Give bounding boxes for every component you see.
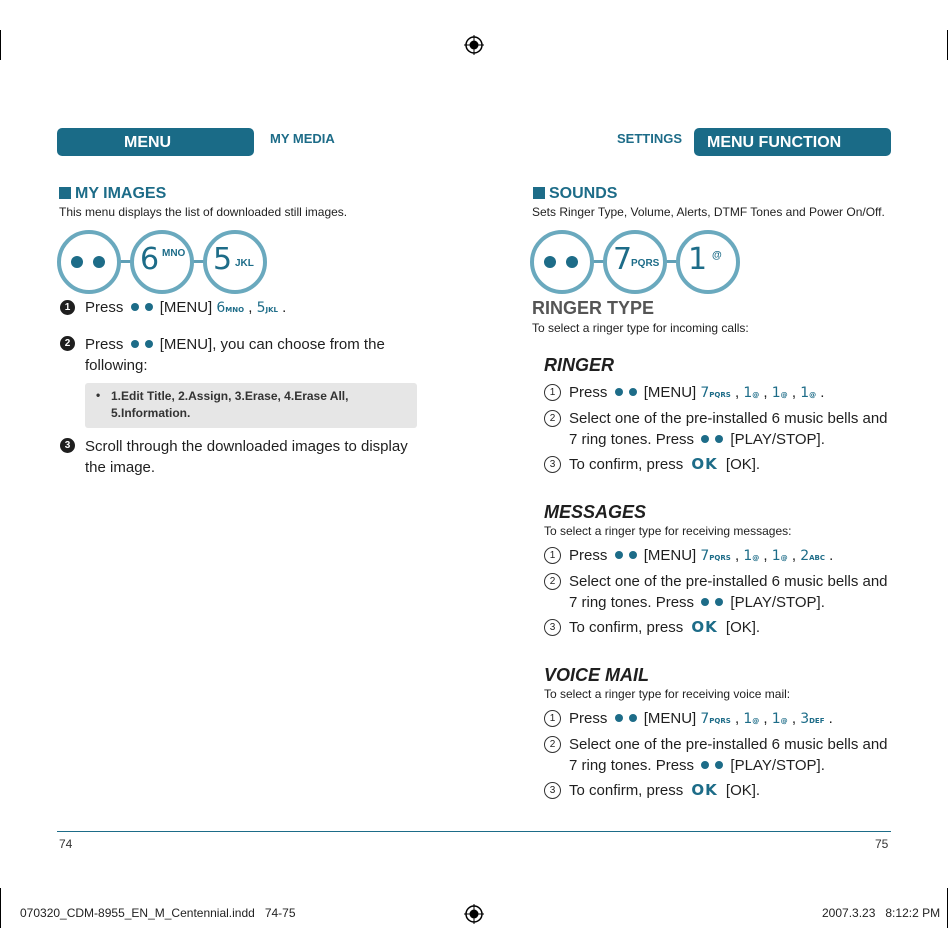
step-3: Scroll through the downloaded images to display the image. (85, 438, 408, 476)
step-1: Press [MENU] 6MNO , 5JKL . (85, 299, 287, 316)
options-box (85, 383, 417, 428)
step-1: Press [MENU] 7PQRS , 1@ , 1@ , 2ABC . (569, 547, 834, 564)
key-7-icon: 7PQRS (700, 385, 731, 401)
square-bullet-icon (533, 187, 545, 199)
page-number-left: 74 (59, 837, 73, 851)
key-1-icon: 1@ (771, 711, 788, 727)
section-description: Sets Ringer Type, Volume, Alerts, DTMF Tones and Power On/Off. (532, 205, 885, 219)
group-title: RINGER (544, 355, 615, 375)
options-line: 5.Information. (111, 406, 191, 420)
step-number: 2 (60, 336, 75, 351)
step-number: 3 (544, 456, 561, 473)
subsection-title: RINGER TYPE (532, 298, 655, 318)
group-description: To select a ringer type for receiving messages: (544, 524, 792, 538)
section-description: This menu displays the list of downloaded still images. (59, 205, 348, 219)
bullet-icon: • (96, 388, 101, 402)
crop-mark (947, 888, 948, 928)
header-bar-label: MENU FUNCTION (124, 134, 207, 180)
key-1-icon: 1@ (771, 548, 788, 564)
crop-mark (0, 30, 1, 60)
key-1-icon: 1@ (800, 385, 817, 401)
menu-key-icon (612, 384, 640, 401)
menu-key-icon (698, 757, 726, 774)
header-bar (57, 128, 254, 180)
options-line: 1.Edit Title, 2.Assign, 3.Erase, 4.Erase All, (111, 389, 349, 403)
step-number: 1 (60, 300, 75, 315)
menu-key-icon (530, 230, 594, 294)
crop-mark (0, 888, 1, 928)
menu-key-icon (128, 299, 156, 316)
section-title: MY IMAGES (59, 185, 166, 203)
key-6-icon: 6MNO (216, 300, 245, 316)
step-number: 2 (544, 410, 561, 427)
print-slug-file: 070320_CDM-8955_EN_M_Centennial.indd 74-75 (20, 906, 296, 920)
step-3: To confirm, press OK [OK]. (569, 455, 761, 473)
menu-key-icon (128, 336, 156, 353)
step-3: To confirm, press OK [OK]. (569, 781, 761, 799)
menu-key-icon (698, 431, 726, 448)
step-3: To confirm, press OK [OK]. (569, 618, 761, 636)
step-number: 3 (60, 438, 75, 453)
footer-rule (57, 831, 891, 832)
key-7-icon: 7PQRS (700, 711, 731, 727)
ok-key-icon: OK (691, 618, 718, 636)
key-2-icon: 2ABC (800, 548, 825, 564)
step-number: 1 (544, 384, 561, 401)
step-2: Select one of the pre-installed 6 music bells and 7 ring tones. Press [PLAY/STOP]. (569, 573, 888, 611)
key-sequence (57, 230, 269, 294)
print-slug-date: 2007.3.23 8:12:2 PM (822, 906, 941, 920)
step-2: Select one of the pre-installed 6 music bells and 7 ring tones. Press [PLAY/STOP]. (569, 410, 888, 448)
key-7-icon: 7 PQRS (603, 230, 667, 294)
header-section-link[interactable]: SETTINGS (617, 131, 683, 146)
key-5-icon: 5JKL (256, 300, 278, 316)
registration-mark-icon (464, 904, 484, 924)
ok-key-icon: OK (691, 455, 718, 473)
key-1-icon: 1@ (771, 385, 788, 401)
key-1-icon: 1 @ (676, 230, 740, 294)
step-2: Press [MENU], you can choose from the following: (85, 336, 385, 374)
step-number: 2 (544, 573, 561, 590)
crop-mark (947, 30, 948, 60)
header-bar (694, 128, 891, 156)
step-number: 2 (544, 736, 561, 753)
key-5-icon: 5 JKL (203, 230, 267, 294)
menu-key-icon (57, 230, 121, 294)
menu-key-icon (612, 710, 640, 727)
step-number: 3 (544, 782, 561, 799)
group-description: To select a ringer type for receiving voice mail: (544, 687, 791, 701)
section-title: SOUNDS (533, 185, 617, 203)
step-number: 3 (544, 619, 561, 636)
header-section-link[interactable]: MY MEDIA (270, 131, 335, 146)
page-number-right: 75 (875, 837, 889, 851)
step-1: Press [MENU] 7PQRS , 1@ , 1@ , 1@ . (569, 384, 825, 401)
key-3-icon: 3DEF (800, 711, 825, 727)
step-2: Select one of the pre-installed 6 music bells and 7 ring tones. Press [PLAY/STOP]. (569, 736, 888, 774)
step-number: 1 (544, 547, 561, 564)
key-6-icon: 6 MNO (130, 230, 194, 294)
step-number: 1 (544, 710, 561, 727)
key-1-icon: 1@ (743, 711, 760, 727)
step-1: Press [MENU] 7PQRS , 1@ , 1@ , 3DEF . (569, 710, 833, 727)
ok-key-icon: OK (691, 781, 718, 799)
key-sequence (530, 230, 742, 294)
key-1-icon: 1@ (743, 385, 760, 401)
header-bar-label: MENU FUNCTION (707, 134, 842, 151)
subsection-description: To select a ringer type for incoming calls: (532, 321, 749, 335)
group-title: VOICE MAIL (544, 665, 650, 685)
key-1-icon: 1@ (743, 548, 760, 564)
menu-key-icon (698, 594, 726, 611)
square-bullet-icon (59, 187, 71, 199)
registration-mark-icon (464, 35, 484, 55)
menu-key-icon (612, 547, 640, 564)
key-7-icon: 7PQRS (700, 548, 731, 564)
group-title: MESSAGES (544, 502, 647, 522)
